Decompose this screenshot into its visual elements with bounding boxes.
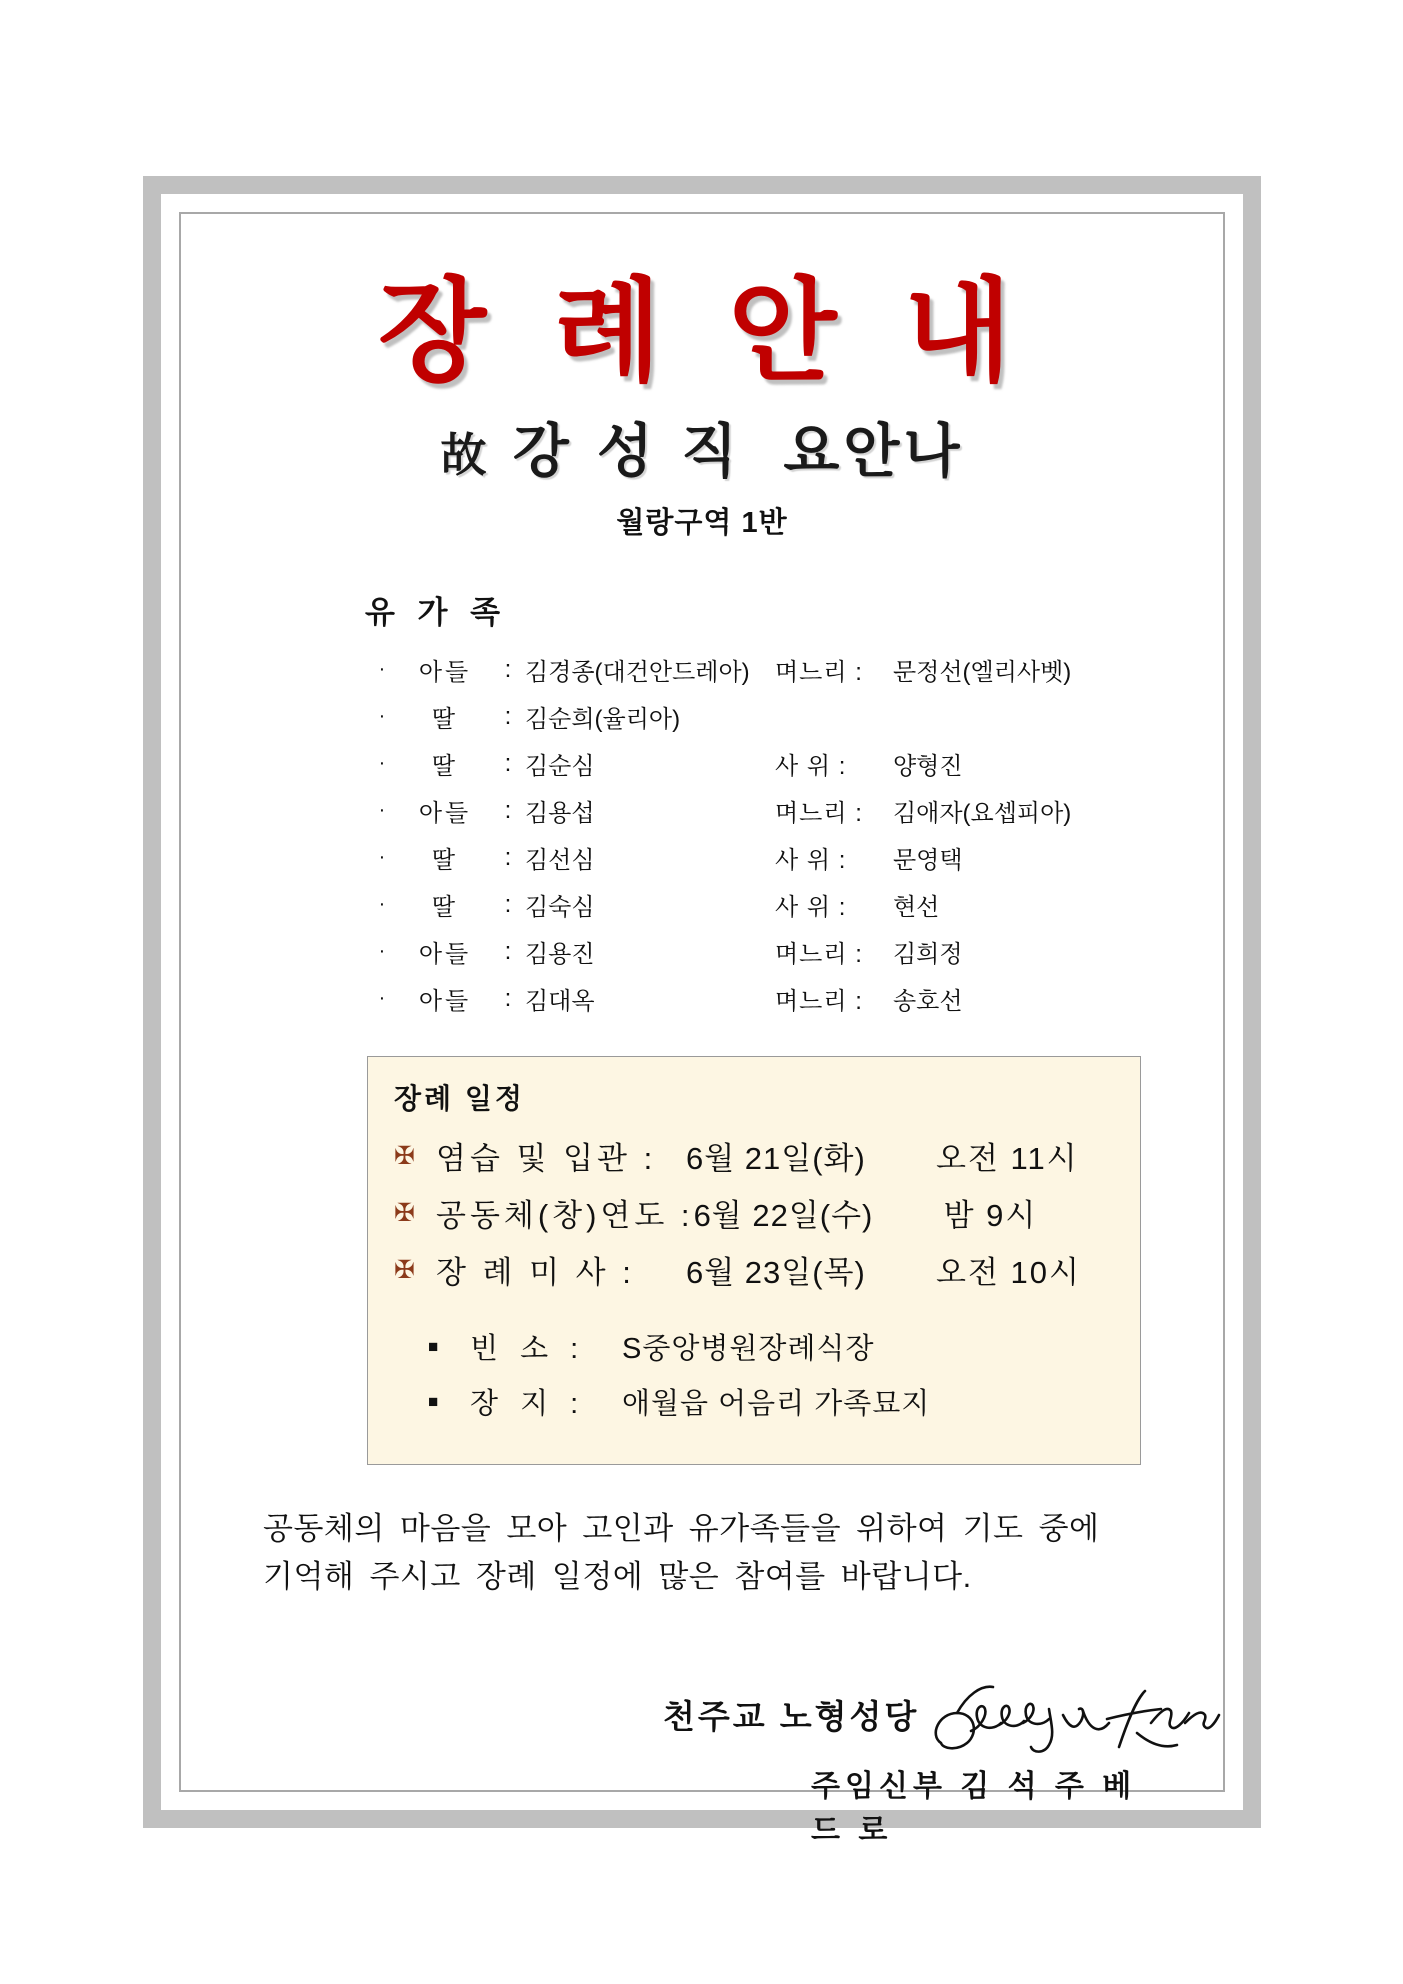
family-heading: 유 가 족 [365, 595, 508, 631]
row-relation-secondary: 며느리 : [775, 941, 863, 969]
closing-message: 공동체의 마음을 모아 고인과 유가족들을 위하여 기도 중에 기억해 주시고 장례 일정에 많은 참여를 바랍니다. [263, 1511, 1100, 1595]
schedule-box [367, 1056, 1141, 1465]
square-bullet-icon: ■ [428, 1336, 440, 1356]
row-relation-secondary: 사 위 : [775, 894, 847, 922]
row-bullet: · [378, 705, 386, 728]
schedule-item [394, 1133, 1114, 1178]
table-row [365, 881, 1071, 928]
poster-outer-frame [143, 176, 1261, 1848]
table-row [365, 646, 1071, 693]
row-colon: : [504, 702, 512, 730]
row-name: 김대옥 [525, 988, 595, 1016]
row-name-secondary: 문정선(엘리사벳) [893, 659, 1072, 687]
row-bullet: · [378, 893, 386, 916]
row-bullet: · [378, 799, 386, 822]
deceased-prefix: 故 [440, 427, 489, 482]
row-name-secondary: 김희정 [893, 941, 963, 969]
cross-icon: ✠ [394, 1198, 416, 1227]
row-relation: 아들 [418, 800, 472, 828]
place-item [394, 1326, 1114, 1367]
row-colon: : [504, 796, 512, 824]
row-bullet: · [378, 940, 386, 963]
square-bullet-icon: ■ [428, 1391, 440, 1411]
row-name-secondary: 송호선 [893, 988, 963, 1016]
row-name: 김순심 [525, 753, 595, 781]
row-bullet: · [378, 752, 386, 775]
row-name: 김용진 [525, 941, 595, 969]
schedule-item [394, 1190, 1114, 1235]
place-item [394, 1381, 1114, 1422]
table-row [365, 693, 1071, 740]
row-name-secondary: 문영택 [893, 847, 963, 875]
place-block [394, 1326, 1114, 1422]
row-colon: : [504, 890, 512, 918]
signature-block [233, 1683, 1171, 1848]
schedule-item-label: 공동체(창)연도 : [436, 1198, 694, 1234]
poster-content [181, 214, 1223, 1848]
family-section [233, 587, 1171, 1022]
schedule-item-date: 6월 21일(화) [686, 1141, 866, 1177]
deceased-name: 강 성 직 [512, 416, 742, 485]
row-relation: 아들 [418, 988, 472, 1016]
row-name: 김숙심 [525, 894, 595, 922]
poster-inner-frame [179, 212, 1225, 1848]
row-name-secondary: 김애자(요셉피아) [893, 800, 1072, 828]
row-name: 김용섭 [525, 800, 595, 828]
priest-name: 주임신부 김 석 주 베 드 로 [811, 1770, 1137, 1848]
schedule-item-date: 6월 22일(수) [693, 1198, 874, 1234]
place-item-value: 애월읍 어음리 가족묘지 [622, 1388, 931, 1421]
cross-icon: ✠ [394, 1141, 416, 1170]
table-row [365, 928, 1071, 975]
handwritten-signature-icon [923, 1665, 1223, 1775]
table-row [365, 740, 1071, 787]
row-relation-secondary: 며느리 : [775, 800, 863, 828]
place-item-label: 장 지 : [470, 1388, 586, 1421]
row-colon: : [504, 749, 512, 777]
deceased-region: 월랑구역 1반 [616, 507, 788, 540]
table-row [365, 834, 1071, 881]
row-colon: : [504, 937, 512, 965]
schedule-item-label: 장 례 미 사 : [436, 1255, 635, 1291]
row-name-secondary: 양형진 [893, 753, 963, 781]
row-name: 김경종(대건안드레아) [525, 659, 750, 687]
row-bullet: · [378, 987, 386, 1010]
row-relation: 딸 [431, 706, 459, 734]
schedule-item-time: 밤 9시 [943, 1198, 1038, 1234]
row-bullet: · [378, 846, 386, 869]
cross-icon: ✠ [394, 1255, 416, 1284]
deceased-name-line [233, 418, 1171, 485]
row-bullet: · [378, 658, 386, 681]
row-relation-secondary: 며느리 : [775, 659, 863, 687]
deceased-baptismal-name: 요안나 [783, 416, 964, 485]
row-colon: : [504, 984, 512, 1012]
schedule-item [394, 1247, 1114, 1292]
row-colon: : [504, 655, 512, 683]
row-relation: 아들 [418, 659, 472, 687]
row-name: 김순희(율리아) [525, 706, 681, 734]
row-name-secondary [893, 693, 1071, 740]
row-relation-secondary: 사 위 : [775, 753, 847, 781]
place-item-label: 빈 소 : [470, 1333, 586, 1366]
row-relation: 아들 [418, 941, 472, 969]
place-item-value: S중앙병원장례식장 [622, 1333, 875, 1366]
page-title: 장 례 안 내 [378, 267, 1026, 397]
table-row [365, 787, 1071, 834]
schedule-item-date: 6월 23일(목) [686, 1255, 866, 1291]
row-relation-secondary [775, 693, 893, 740]
row-name-secondary: 현선 [893, 894, 940, 922]
parish-name: 천주교 노형성당 [663, 1698, 920, 1736]
row-relation: 딸 [431, 847, 459, 875]
row-relation-secondary: 사 위 : [775, 847, 847, 875]
row-relation-secondary: 며느리 : [775, 988, 863, 1016]
schedule-item-time: 오전 10시 [936, 1255, 1081, 1291]
schedule-item-label: 염습 및 입관 : [436, 1141, 657, 1177]
schedule-heading: 장례 일정 [394, 1083, 525, 1115]
row-name: 김선심 [525, 847, 595, 875]
table-row [365, 975, 1071, 1022]
family-table [365, 646, 1071, 1022]
row-relation: 딸 [431, 894, 459, 922]
row-colon: : [504, 843, 512, 871]
schedule-item-time: 오전 11시 [936, 1141, 1079, 1177]
row-relation: 딸 [431, 753, 459, 781]
